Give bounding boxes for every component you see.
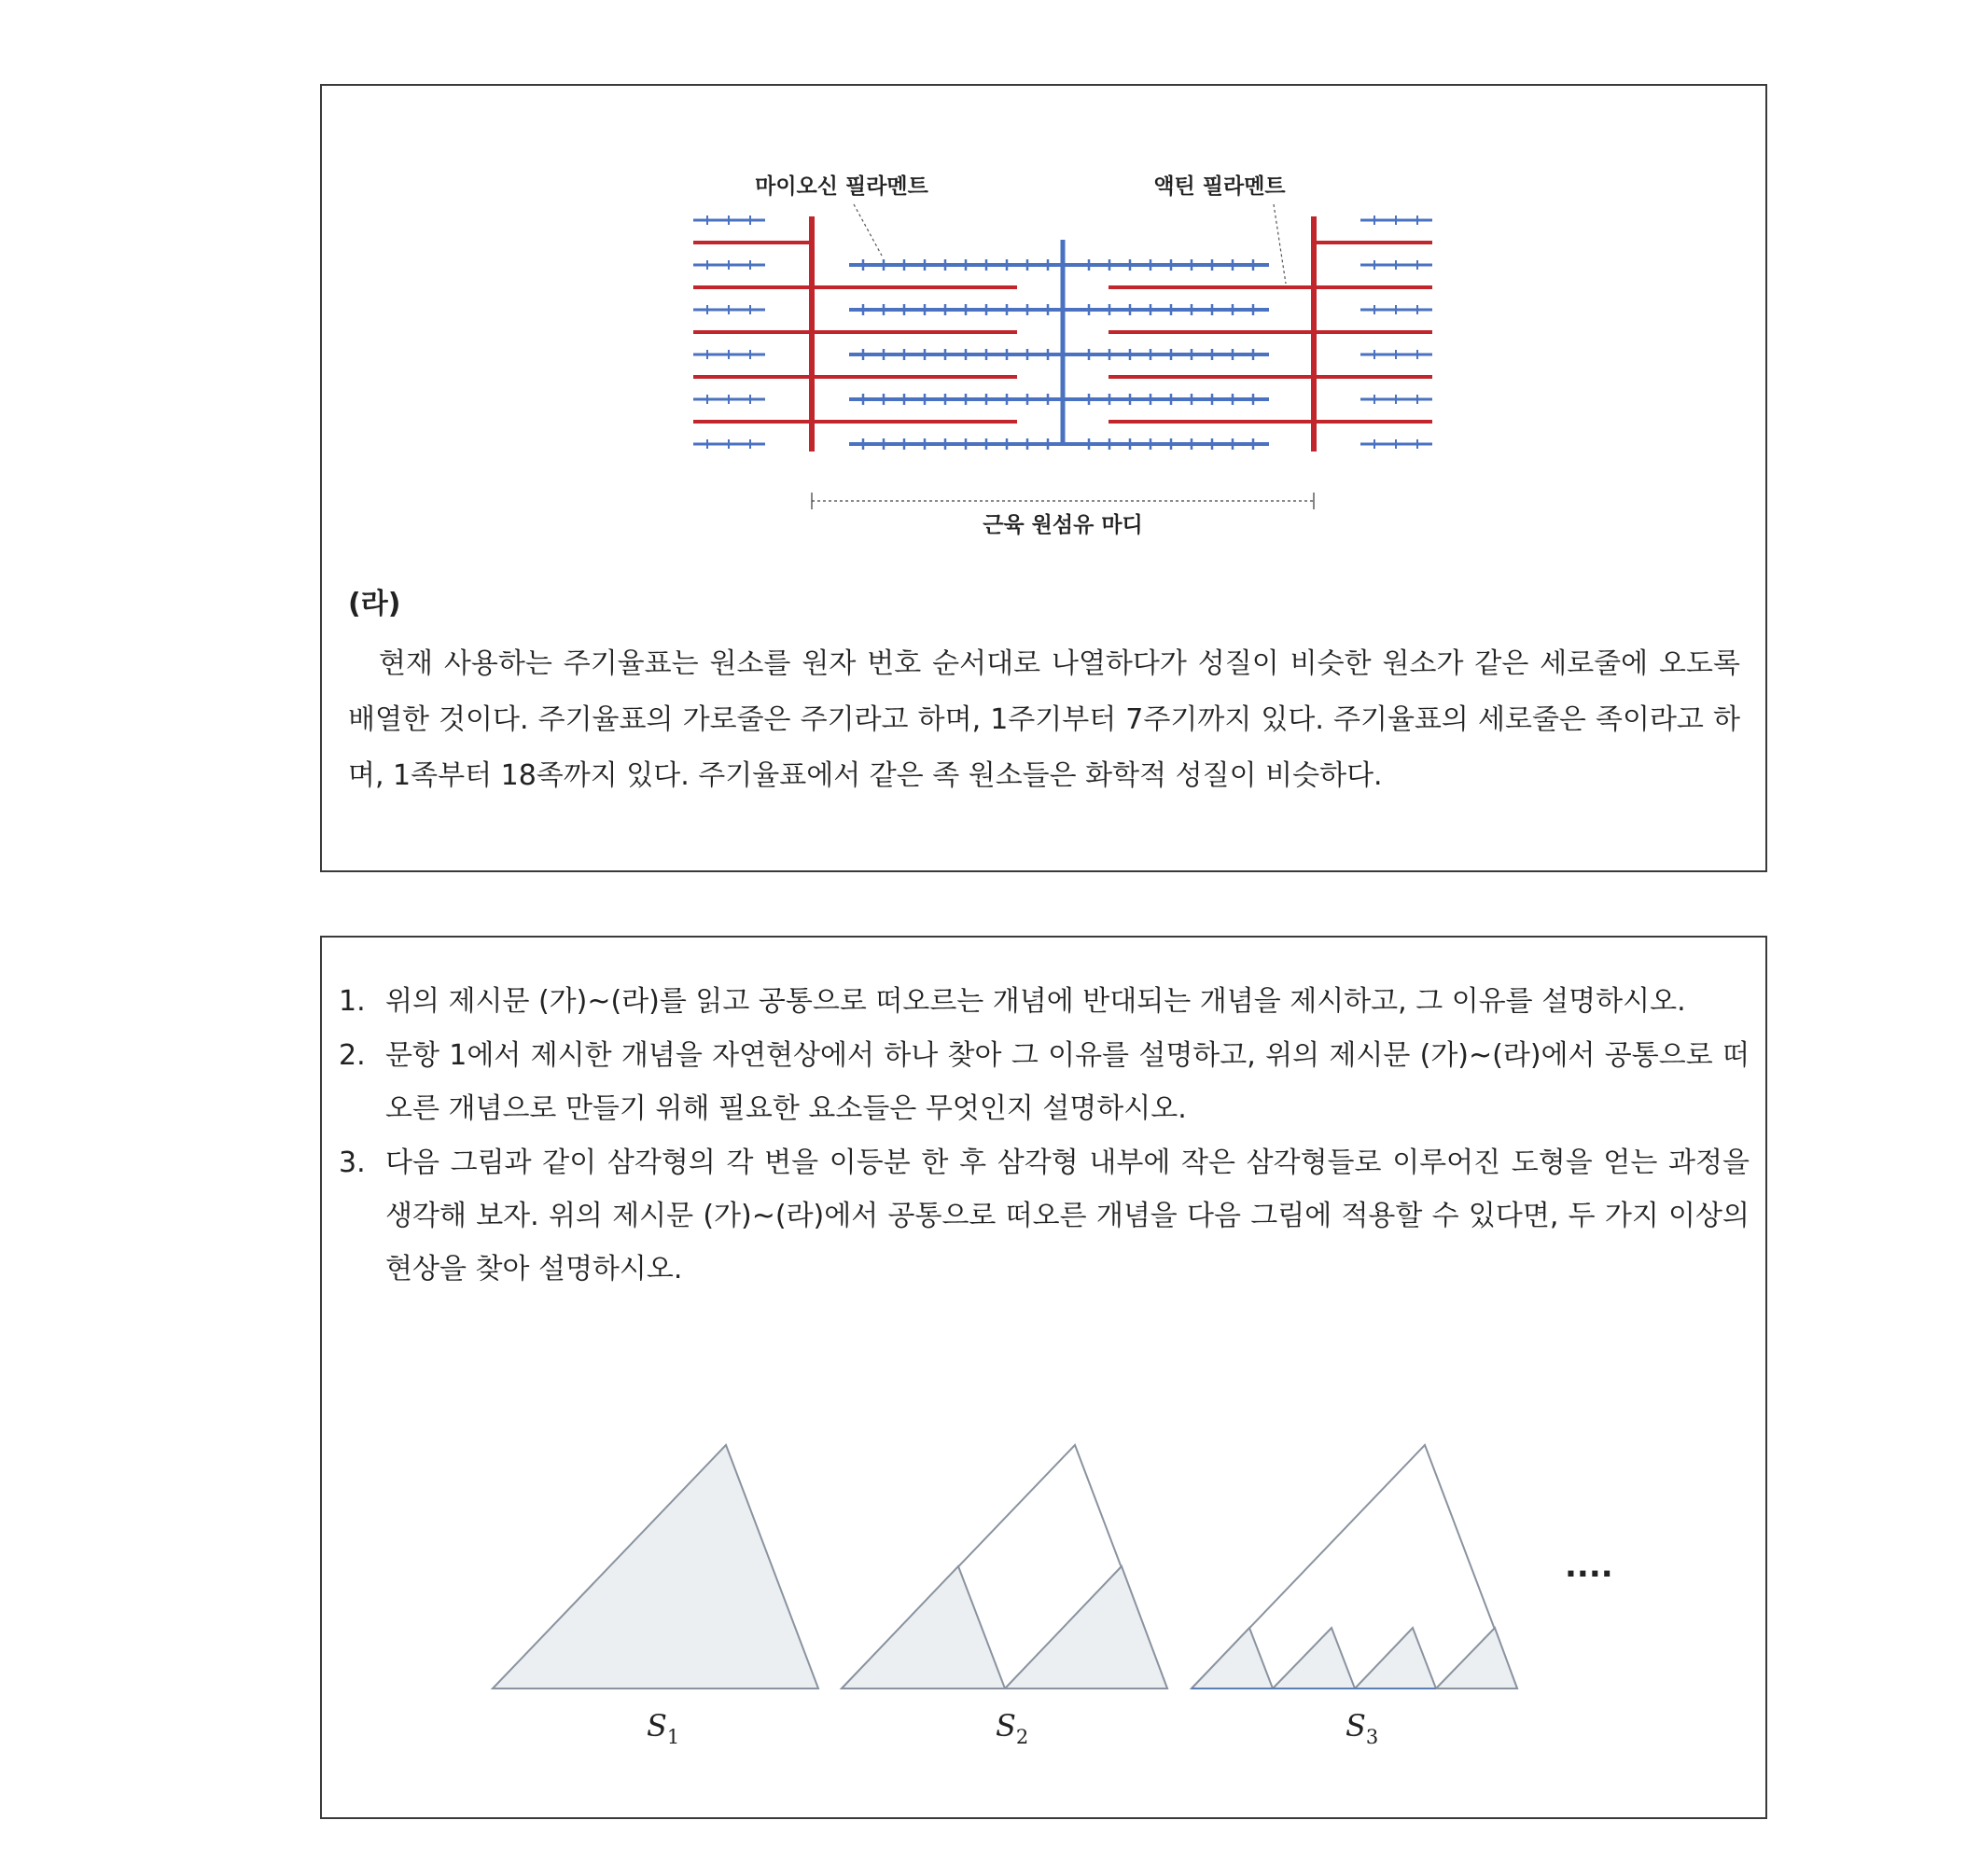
question-box <box>320 936 1767 1819</box>
triangle-s1-shape <box>493 1445 818 1688</box>
sarcomere-label: 근육 원섬유 마디 <box>983 513 1143 537</box>
triangle-label-s2: $S_2$ <box>996 1708 1029 1748</box>
actin-pointer-line <box>1274 204 1286 284</box>
sequence-ellipsis: .... <box>1565 1548 1613 1585</box>
triangle-s1 <box>493 1445 818 1688</box>
question-text: 위의 제시문 (가)~(라)를 읽고 공통으로 떠오르는 개념에 반대되는 개념을 제시하고, 그 이유를 설명하시오. <box>385 985 1686 1018</box>
triangle-s3 <box>1192 1445 1517 1688</box>
question-number: 3. <box>339 1146 366 1179</box>
myosin-pointer-line <box>854 204 882 256</box>
question-number: 1. <box>339 985 366 1018</box>
question-number: 2. <box>339 1039 366 1072</box>
triangle-label-s1: $S_1$ <box>647 1708 680 1748</box>
section-label: (라) <box>348 588 401 620</box>
triangle-s2 <box>842 1445 1167 1688</box>
myosin-filament-label: 마이오신 필라멘트 <box>755 174 928 199</box>
sarcomere-figure <box>322 86 1765 571</box>
passage-box <box>320 84 1767 872</box>
triangle-label-s3: $S_3$ <box>1346 1708 1379 1748</box>
sarcomere-structure <box>693 215 1432 452</box>
triangle-sequence-figure <box>322 938 1765 1817</box>
passage-paragraph: 현재 사용하는 주기율표는 원소를 원자 번호 순서대로 나열하다가 성질이 비슷한 원소가 같은 세로줄에 오도록 배열한 것이다. 주기율표의 가로줄은 주기라고 하며, 1주기부터 7주기까지 있다. 주기율표의 세로줄은 족이라고 하며, 1족부터 18족까지 있다. 주기율표에서 같은 족 원소들은 화학적 성질이 비슷하다. <box>348 647 1740 792</box>
actin-filament-label: 액틴 필라멘트 <box>1153 174 1286 199</box>
question-text: 문항 1에서 제시한 개념을 자연현상에서 하나 찾아 그 이유를 설명하고, 위의 제시문 (가)~(라)에서 공통으로 떠오른 개념으로 만들기 위해 필요한 요소들은 무엇인지 설명하시오. <box>385 1039 1750 1125</box>
question-text: 다음 그림과 같이 삼각형의 각 변을 이등분 한 후 삼각형 내부에 작은 삼각형들로 이루어진 도형을 얻는 과정을 생각해 보자. 위의 제시문 (가)~(라)에서 공통으로 떠오른 개념을 다음 그림에 적용할 수 있다면, 두 가지 이상의 현상을 찾아 설명하시오. <box>385 1146 1750 1285</box>
